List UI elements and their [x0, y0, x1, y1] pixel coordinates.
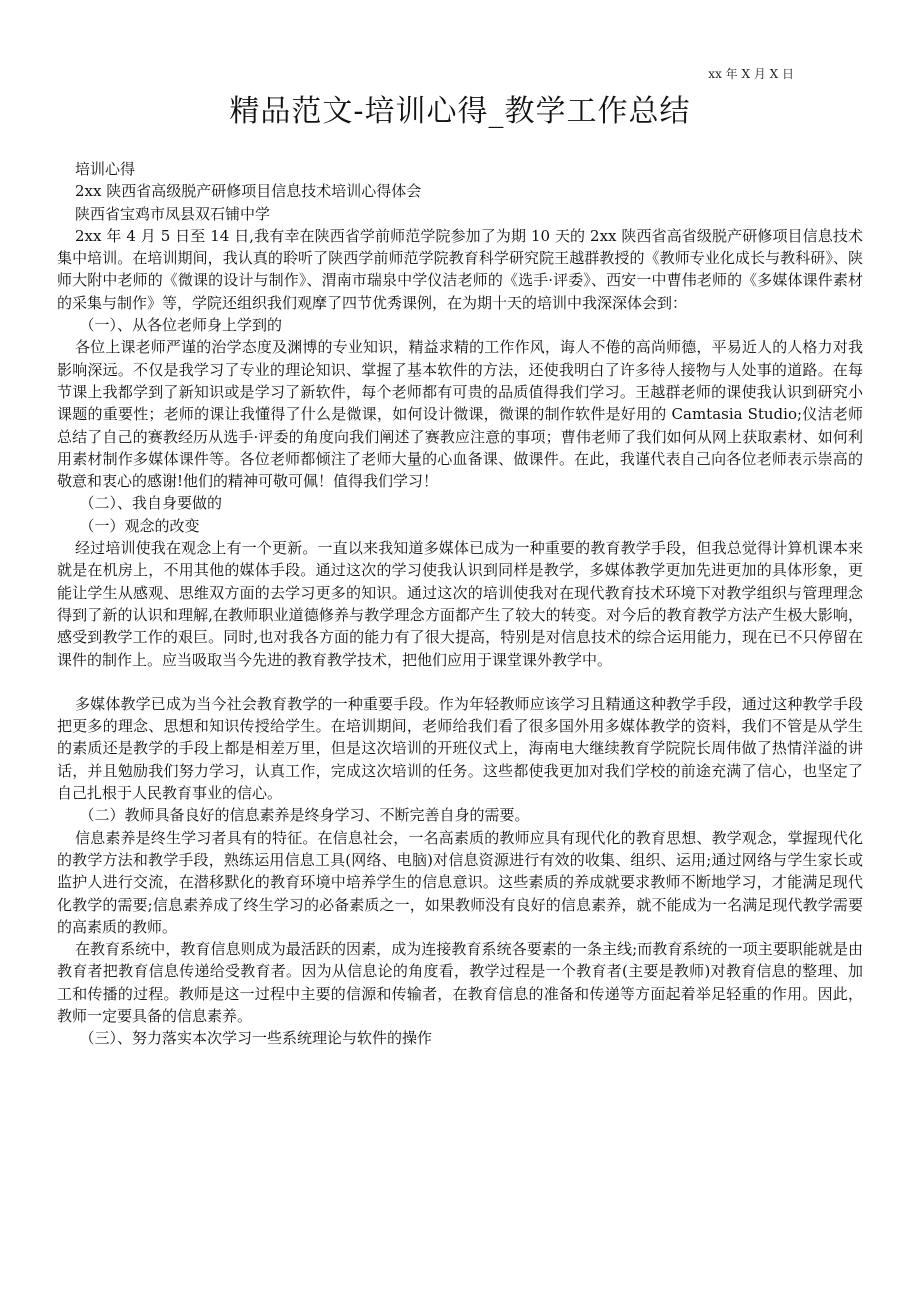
- section-heading: （二）教师具备良好的信息素养是终身学习、不断完善自身的需要。: [79, 806, 530, 825]
- section-heading: （一）观念的改变: [79, 516, 200, 535]
- section-heading: （一）、从各位老师身上学到的: [79, 316, 283, 335]
- paragraph: 2xx 陕西省高级脱产研修项目信息技术培训心得体会: [75, 182, 422, 201]
- paragraph: 信息素养是终生学习者具有的特征。在信息社会，一名高素质的教师应具有现代化的教育思想、教学观念，掌握现代化的教学方法和教学手段，熟练运用信息工具(网络、电脑)对信息资源进行有效的收集、组织、运用;通过网络与学生家长或监护人进行交流，在潜移默化的教育环境中培养学生的信息意识。这些素质的养成就要求教师不断地学习，才能满足现代化教学的需要;信息素养成了终生学习的必备素质之一，如果教师没有良好的信息素养，就不能成为一名满足现代教学需要的高素质的教师。: [57, 828, 863, 936]
- paragraph: 培训心得: [75, 160, 136, 178]
- section-heading: （二）、我自身要做的: [79, 494, 223, 513]
- paragraph-gap: [57, 671, 863, 693]
- paragraph: 在教育系统中，教育信息则成为最活跃的因素，成为连接教育系统各要素的一条主线;而教育系统的一项主要职能就是由教育者把教育信息传递给受教育者。因为从信息论的角度看，教学过程是一个教育者(主要是教师)对教育信息的整理、加工和传播的过程。教师是这一过程中主要的信源和传输者，在教育信息的准备和传递等方面起着举足轻重的作用。因此，教师一定要具备的信息素养。: [57, 940, 863, 1025]
- paragraph: 各位上课老师严谨的治学态度及渊博的专业知识，精益求精的工作作风，诲人不倦的高尚师德，平易近人的人格力对我影响深远。不仅是我学习了专业的理论知识、掌握了基本软件的方法，还使我明白了许多待人接物与人处事的道路。在每节课上我都学到了新知识或是学习了新软件，每个老师都有可贵的品质值得我们学习。王越群老师的课使我认识到研究小课题的重要性；老师的课让我懂得了什么是微课，如何设计微课，微课的制作软件是好用的 Camtasia Studio;仪洁老师总结了自己的赛教经历从选手·评委的角度向我们阐述了赛教应注意的事项；曹伟老师了我们如何从网上获取素材、如何利用素材制作多媒体课件等。各位老师都倾注了老师大量的心血备课、做课件。在此，我谨代表自己向各位老师表示崇高的敬意和衷心的感谢!他们的精神可敬可佩！值得我们学习！: [57, 338, 863, 491]
- paragraph: 多媒体教学已成为当今社会教育教学的一种重要手段。作为年轻教师应该学习且精通这种教学手段，通过这种教学手段把更多的理念、思想和知识传授给学生。在培训期间，老师给我们看了很多国外用多媒体教学的资料，我们不管是从学生的素质还是教学的手段上都是相差万里，但是这次培训的开班仪式上，海南电大继续教育学院院长周伟做了热情洋溢的讲话，并且勉励我们努力学习，认真工作，完成这次培训的任务。这些都使我更加对我们学校的前途充满了信心，也坚定了自己扎根于人民教育事业的信心。: [57, 694, 863, 803]
- paragraph: 陕西省宝鸡市凤县双石铺中学: [75, 204, 271, 223]
- paragraph: 2xx 年 4 月 5 日至 14 日,我有幸在陕西省学前师范学院参加了为期 10 天的 2xx 陕西省高省级脱产研修项目信息技术集中培训。在培训期间，我认真的聆听了陕西学前师范学院教育科学研究院王越群教授的《教师专业化成长与教科研》、陕师大附中老师的《微课的设计与制作》、渭南市瑞泉中学仪洁老师的《选手·评委》、西安一中曹伟老师的《多媒体课件素材的采集与制作》等，学院还组织我们观摩了四节优秀课例，在为期十天的培训中我深深体会到：: [57, 226, 863, 312]
- paragraph: 经过培训使我在观念上有一个更新。一直以来我知道多媒体已成为一种重要的教育教学手段，但我总觉得计算机课本来就是在机房上，不用其他的媒体手段。通过这次的学习使我认识到同样是教学，多媒体教学更加先进更加的具体形象，更能让学生从感观、思维双方面的去学习更多的知识。通过这次的培训使我对在现代教育技术环境下对教学组织与管理理念得到了新的认识和理解,在教师职业道德修养与教学理念方面都产生了较大的转变。对今后的教育教学方法产生极大影响，感受到教学工作的艰巨。同时,也对我各方面的能力有了很大提高，特别是对信息技术的综合运用能力，现在已不只停留在课件的制作上。应当吸取当今先进的教育教学技术，把他们应用于课堂课外教学中。: [57, 539, 863, 669]
- document-title: 精品范文-培训心得_教学工作总结: [229, 94, 691, 129]
- document-body: [57, 158, 863, 1050]
- section-heading: （三）、努力落实本次学习一些系统理论与软件的操作: [79, 1029, 433, 1048]
- document-date: xx 年 X 月 X 日: [708, 67, 794, 81]
